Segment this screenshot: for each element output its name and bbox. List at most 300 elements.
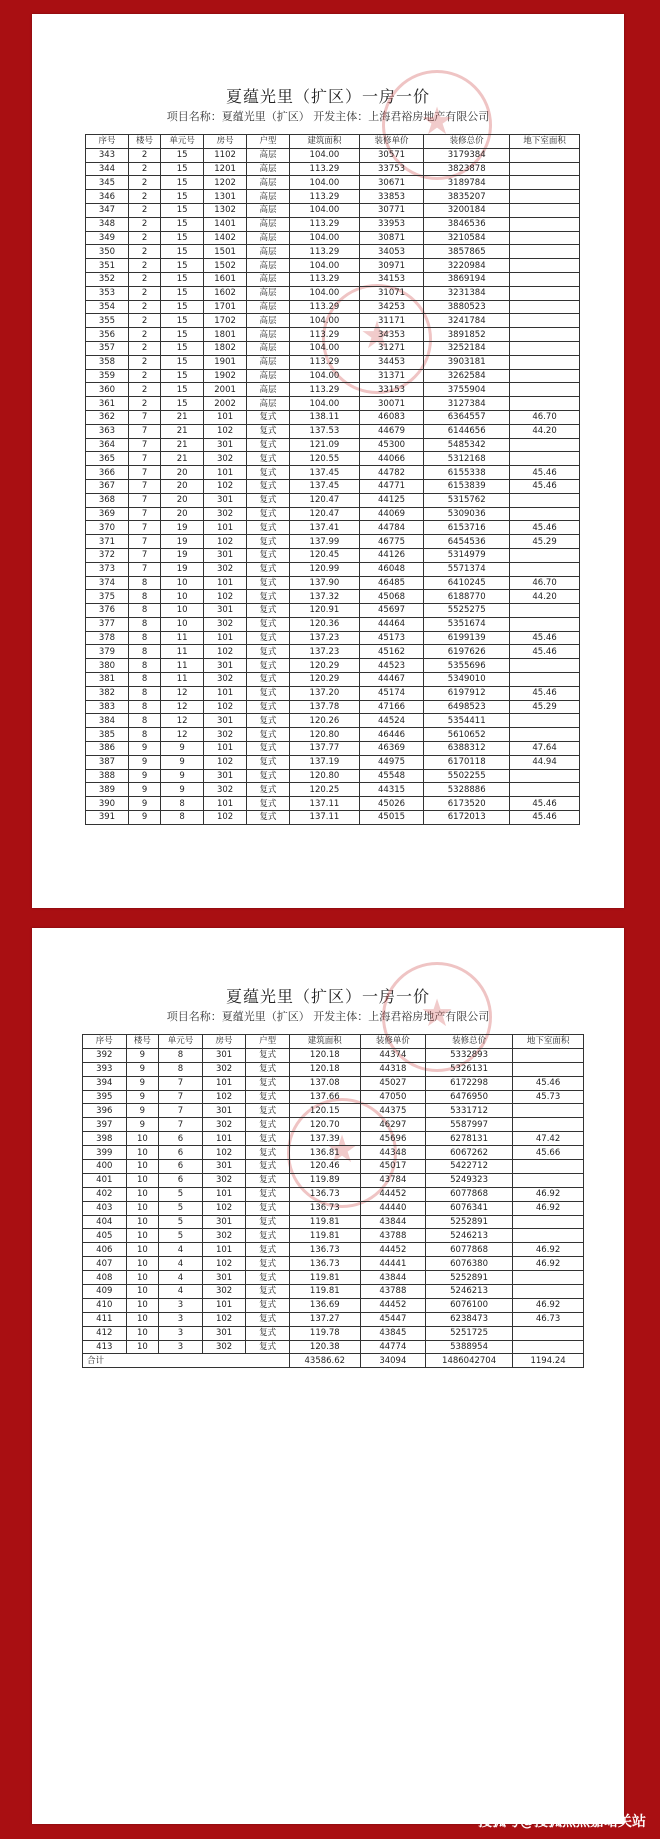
table-cell: 复式 bbox=[246, 1243, 290, 1257]
table-row bbox=[86, 507, 580, 521]
table-cell: 120.38 bbox=[289, 1340, 360, 1354]
table-cell: 7 bbox=[128, 466, 160, 480]
table-row bbox=[86, 148, 580, 162]
table-cell: 102 bbox=[202, 1146, 246, 1160]
table-cell: 347 bbox=[86, 203, 129, 217]
table-row bbox=[83, 1243, 584, 1257]
table-cell: 3823878 bbox=[424, 162, 510, 176]
table-cell: 10 bbox=[126, 1257, 159, 1271]
table-cell: 101 bbox=[204, 797, 247, 811]
table-cell: 3 bbox=[159, 1298, 203, 1312]
table-cell: 381 bbox=[86, 673, 129, 687]
table-row bbox=[83, 1340, 584, 1354]
table-cell: 120.47 bbox=[290, 493, 360, 507]
column-header: 房号 bbox=[202, 1035, 246, 1049]
table-cell: 21 bbox=[161, 452, 204, 466]
table-cell: 6172298 bbox=[426, 1076, 513, 1090]
table-cell: 9 bbox=[128, 783, 160, 797]
table-cell: 复式 bbox=[247, 479, 290, 493]
table-cell: 7 bbox=[128, 548, 160, 562]
table-cell: 120.25 bbox=[290, 783, 360, 797]
table-cell: 45548 bbox=[359, 769, 423, 783]
price-table bbox=[82, 1034, 584, 1368]
table-cell: 301 bbox=[202, 1160, 246, 1174]
table-cell: 46.92 bbox=[513, 1257, 584, 1271]
table-cell: 47.64 bbox=[510, 742, 580, 756]
table-cell: 301 bbox=[204, 604, 247, 618]
column-header: 单元号 bbox=[159, 1035, 203, 1049]
table-cell: 120.47 bbox=[290, 507, 360, 521]
table-cell: 9 bbox=[128, 797, 160, 811]
table-cell: 5349010 bbox=[424, 673, 510, 687]
table-cell: 6155338 bbox=[424, 466, 510, 480]
table-cell bbox=[510, 328, 580, 342]
column-header: 房号 bbox=[204, 135, 247, 149]
table-cell: 363 bbox=[86, 424, 129, 438]
table-row bbox=[86, 355, 580, 369]
table-cell: 2002 bbox=[204, 397, 247, 411]
table-cell: 46.92 bbox=[513, 1201, 584, 1215]
table-cell: 120.15 bbox=[289, 1104, 360, 1118]
table-cell: 136.73 bbox=[289, 1187, 360, 1201]
table-cell: 302 bbox=[202, 1062, 246, 1076]
table-cell bbox=[513, 1160, 584, 1174]
table-cell: 复式 bbox=[246, 1132, 290, 1146]
table-cell bbox=[510, 314, 580, 328]
table-row bbox=[86, 286, 580, 300]
price-sheet-page-2 bbox=[32, 928, 624, 1824]
table-cell: 复式 bbox=[246, 1104, 290, 1118]
table-cell: 101 bbox=[204, 410, 247, 424]
table-cell: 366 bbox=[86, 466, 129, 480]
table-cell: 6153716 bbox=[424, 521, 510, 535]
table-cell: 6364557 bbox=[424, 410, 510, 424]
table-row bbox=[83, 1298, 584, 1312]
table-row bbox=[86, 438, 580, 452]
table-cell bbox=[510, 714, 580, 728]
table-cell: 3891852 bbox=[424, 328, 510, 342]
table-cell: 1501 bbox=[204, 245, 247, 259]
table-cell: 120.55 bbox=[290, 452, 360, 466]
table-cell: 302 bbox=[202, 1285, 246, 1299]
table-cell: 44315 bbox=[359, 783, 423, 797]
table-cell: 301 bbox=[202, 1215, 246, 1229]
table-row bbox=[83, 1312, 584, 1326]
table-row bbox=[86, 203, 580, 217]
table-cell: 44.20 bbox=[510, 424, 580, 438]
table-cell: 45.29 bbox=[510, 535, 580, 549]
column-header: 装修单价 bbox=[359, 135, 423, 149]
table-row bbox=[83, 1229, 584, 1243]
table-cell: 1902 bbox=[204, 369, 247, 383]
table-cell: 高层 bbox=[247, 397, 290, 411]
table-cell: 301 bbox=[204, 548, 247, 562]
table-cell: 357 bbox=[86, 341, 129, 355]
table-cell: 113.29 bbox=[290, 355, 360, 369]
table-cell: 复式 bbox=[247, 438, 290, 452]
table-cell: 137.19 bbox=[290, 755, 360, 769]
table-cell: 45026 bbox=[359, 797, 423, 811]
table-cell: 7 bbox=[128, 479, 160, 493]
table-cell: 46297 bbox=[360, 1118, 425, 1132]
table-cell: 3241784 bbox=[424, 314, 510, 328]
table-cell: 44374 bbox=[360, 1048, 425, 1062]
table-row bbox=[83, 1132, 584, 1146]
table-cell: 301 bbox=[204, 714, 247, 728]
table-cell: 15 bbox=[161, 286, 204, 300]
table-row bbox=[86, 673, 580, 687]
table-row bbox=[86, 231, 580, 245]
table-cell: 387 bbox=[86, 755, 129, 769]
table-cell: 12 bbox=[161, 714, 204, 728]
table-row bbox=[86, 562, 580, 576]
table-cell: 复式 bbox=[246, 1215, 290, 1229]
table-cell: 137.66 bbox=[289, 1090, 360, 1104]
table-cell: 301 bbox=[204, 493, 247, 507]
table-cell: 6498523 bbox=[424, 700, 510, 714]
table-row bbox=[86, 686, 580, 700]
table-cell: 复式 bbox=[247, 424, 290, 438]
table-cell bbox=[510, 190, 580, 204]
table-cell bbox=[510, 272, 580, 286]
table-cell: 104.00 bbox=[290, 314, 360, 328]
table-cell: 45.46 bbox=[510, 479, 580, 493]
table-cell: 复式 bbox=[247, 686, 290, 700]
table-cell: 3231384 bbox=[424, 286, 510, 300]
table-cell: 43788 bbox=[360, 1229, 425, 1243]
table-cell: 376 bbox=[86, 604, 129, 618]
source-watermark: 搜狐号@搜狐焦点嘉峪关站 bbox=[478, 1814, 646, 1830]
table-cell: 102 bbox=[204, 700, 247, 714]
table-cell: 1102 bbox=[204, 148, 247, 162]
table-cell: 5252891 bbox=[426, 1215, 513, 1229]
table-cell: 1202 bbox=[204, 176, 247, 190]
table-cell: 137.11 bbox=[290, 797, 360, 811]
table-cell: 45027 bbox=[360, 1076, 425, 1090]
table-cell: 8 bbox=[128, 576, 160, 590]
table-cell: 8 bbox=[128, 590, 160, 604]
table-cell bbox=[510, 493, 580, 507]
total-cell: 34094 bbox=[360, 1354, 425, 1368]
table-row bbox=[86, 176, 580, 190]
table-cell: 113.29 bbox=[290, 190, 360, 204]
table-cell: 15 bbox=[161, 190, 204, 204]
column-header: 序号 bbox=[86, 135, 129, 149]
table-cell: 2 bbox=[128, 328, 160, 342]
table-cell: 5251725 bbox=[426, 1326, 513, 1340]
table-cell: 复式 bbox=[247, 410, 290, 424]
table-cell: 2 bbox=[128, 355, 160, 369]
table-row bbox=[86, 162, 580, 176]
table-cell: 复式 bbox=[247, 604, 290, 618]
table-cell: 6 bbox=[159, 1146, 203, 1160]
table-cell: 120.36 bbox=[290, 617, 360, 631]
table-row bbox=[83, 1048, 584, 1062]
table-cell bbox=[510, 397, 580, 411]
total-row bbox=[83, 1354, 584, 1368]
table-row bbox=[83, 1257, 584, 1271]
table-cell: 45174 bbox=[359, 686, 423, 700]
table-row bbox=[86, 811, 580, 825]
table-cell: 102 bbox=[202, 1312, 246, 1326]
table-cell: 101 bbox=[202, 1298, 246, 1312]
table-cell: 44066 bbox=[359, 452, 423, 466]
table-cell: 6188770 bbox=[424, 590, 510, 604]
table-cell: 382 bbox=[86, 686, 129, 700]
table-cell: 6454536 bbox=[424, 535, 510, 549]
table-cell: 5326131 bbox=[426, 1062, 513, 1076]
table-cell bbox=[510, 452, 580, 466]
table-cell: 136.69 bbox=[289, 1298, 360, 1312]
table-cell: 复式 bbox=[246, 1076, 290, 1090]
table-row bbox=[86, 314, 580, 328]
table-cell: 8 bbox=[161, 797, 204, 811]
table-cell: 44452 bbox=[360, 1298, 425, 1312]
table-cell: 104.00 bbox=[290, 369, 360, 383]
table-cell: 7 bbox=[128, 521, 160, 535]
table-cell: 44069 bbox=[359, 507, 423, 521]
table-cell: 102 bbox=[204, 811, 247, 825]
table-row bbox=[83, 1118, 584, 1132]
table-row bbox=[86, 797, 580, 811]
table-cell: 367 bbox=[86, 479, 129, 493]
table-cell: 复式 bbox=[246, 1229, 290, 1243]
column-header: 楼号 bbox=[128, 135, 160, 149]
table-cell: 46485 bbox=[359, 576, 423, 590]
table-cell: 8 bbox=[128, 617, 160, 631]
column-header: 地下室面积 bbox=[510, 135, 580, 149]
table-cell: 9 bbox=[161, 769, 204, 783]
table-cell: 352 bbox=[86, 272, 129, 286]
table-cell: 34253 bbox=[359, 300, 423, 314]
table-cell: 复式 bbox=[247, 700, 290, 714]
table-cell: 371 bbox=[86, 535, 129, 549]
table-cell: 44348 bbox=[360, 1146, 425, 1160]
table-cell: 15 bbox=[161, 300, 204, 314]
table-cell: 302 bbox=[202, 1340, 246, 1354]
table-row bbox=[86, 245, 580, 259]
table-row bbox=[83, 1090, 584, 1104]
table-cell: 101 bbox=[204, 521, 247, 535]
table-cell: 30571 bbox=[359, 148, 423, 162]
table-cell: 373 bbox=[86, 562, 129, 576]
table-cell bbox=[510, 203, 580, 217]
table-cell: 2 bbox=[128, 245, 160, 259]
table-row bbox=[83, 1160, 584, 1174]
table-cell: 9 bbox=[126, 1104, 159, 1118]
table-cell: 46775 bbox=[359, 535, 423, 549]
table-cell: 120.29 bbox=[290, 659, 360, 673]
table-cell: 45300 bbox=[359, 438, 423, 452]
table-row bbox=[86, 604, 580, 618]
table-cell: 102 bbox=[204, 535, 247, 549]
table-cell: 119.81 bbox=[289, 1285, 360, 1299]
table-cell: 8 bbox=[128, 604, 160, 618]
table-cell: 8 bbox=[128, 728, 160, 742]
table-cell: 2 bbox=[128, 341, 160, 355]
table-cell: 44440 bbox=[360, 1201, 425, 1215]
table-cell: 31171 bbox=[359, 314, 423, 328]
table-cell: 137.77 bbox=[290, 742, 360, 756]
table-header-row bbox=[86, 135, 580, 149]
table-cell: 复式 bbox=[247, 755, 290, 769]
table-cell: 复式 bbox=[247, 452, 290, 466]
table-cell: 119.89 bbox=[289, 1173, 360, 1187]
table-cell bbox=[510, 728, 580, 742]
table-cell: 复式 bbox=[247, 617, 290, 631]
table-cell bbox=[510, 300, 580, 314]
table-cell bbox=[510, 617, 580, 631]
table-cell: 137.27 bbox=[289, 1312, 360, 1326]
table-cell: 15 bbox=[161, 397, 204, 411]
table-cell: 44523 bbox=[359, 659, 423, 673]
table-cell: 121.09 bbox=[290, 438, 360, 452]
table-cell: 1402 bbox=[204, 231, 247, 245]
table-cell: 8 bbox=[128, 645, 160, 659]
table-cell: 6067262 bbox=[426, 1146, 513, 1160]
table-cell: 15 bbox=[161, 383, 204, 397]
table-cell: 393 bbox=[83, 1062, 127, 1076]
table-cell: 3210584 bbox=[424, 231, 510, 245]
table-cell: 15 bbox=[161, 148, 204, 162]
table-cell: 403 bbox=[83, 1201, 127, 1215]
table-cell: 46048 bbox=[359, 562, 423, 576]
table-cell: 45173 bbox=[359, 631, 423, 645]
table-cell: 349 bbox=[86, 231, 129, 245]
table-cell: 30671 bbox=[359, 176, 423, 190]
table-cell: 10 bbox=[126, 1340, 159, 1354]
table-cell: 358 bbox=[86, 355, 129, 369]
table-cell: 6197912 bbox=[424, 686, 510, 700]
table-cell: 高层 bbox=[247, 286, 290, 300]
table-cell: 3846536 bbox=[424, 217, 510, 231]
table-cell: 45.46 bbox=[510, 811, 580, 825]
table-cell: 412 bbox=[83, 1326, 127, 1340]
table-row bbox=[86, 714, 580, 728]
table-cell: 120.18 bbox=[289, 1062, 360, 1076]
table-cell: 1401 bbox=[204, 217, 247, 231]
table-cell: 137.45 bbox=[290, 466, 360, 480]
table-cell: 362 bbox=[86, 410, 129, 424]
table-cell: 46446 bbox=[359, 728, 423, 742]
table-cell: 6410245 bbox=[424, 576, 510, 590]
table-cell: 136.73 bbox=[289, 1257, 360, 1271]
table-cell: 45.46 bbox=[510, 686, 580, 700]
table-cell: 12 bbox=[161, 728, 204, 742]
table-cell: 113.29 bbox=[290, 328, 360, 342]
table-cell: 2 bbox=[128, 272, 160, 286]
table-cell: 104.00 bbox=[290, 176, 360, 190]
table-cell: 2 bbox=[128, 369, 160, 383]
table-cell: 3869194 bbox=[424, 272, 510, 286]
table-cell: 372 bbox=[86, 548, 129, 562]
table-cell: 5571374 bbox=[424, 562, 510, 576]
table-cell: 101 bbox=[204, 742, 247, 756]
table-cell: 15 bbox=[161, 259, 204, 273]
table-cell: 复式 bbox=[247, 507, 290, 521]
table-cell: 301 bbox=[202, 1271, 246, 1285]
table-cell: 374 bbox=[86, 576, 129, 590]
table-cell: 5328886 bbox=[424, 783, 510, 797]
table-row bbox=[86, 700, 580, 714]
table-cell: 364 bbox=[86, 438, 129, 452]
table-cell: 5388954 bbox=[426, 1340, 513, 1354]
table-cell: 复式 bbox=[246, 1118, 290, 1132]
table-cell: 45015 bbox=[359, 811, 423, 825]
table-cell: 102 bbox=[204, 479, 247, 493]
table-cell: 137.45 bbox=[290, 479, 360, 493]
table-cell: 5502255 bbox=[424, 769, 510, 783]
table-cell bbox=[510, 162, 580, 176]
table-cell: 9 bbox=[161, 755, 204, 769]
table-cell: 104.00 bbox=[290, 397, 360, 411]
table-cell: 20 bbox=[161, 479, 204, 493]
table-cell: 10 bbox=[161, 617, 204, 631]
table-row bbox=[83, 1173, 584, 1187]
table-cell: 120.45 bbox=[290, 548, 360, 562]
table-cell: 复式 bbox=[247, 631, 290, 645]
table-cell: 复式 bbox=[247, 659, 290, 673]
table-cell: 19 bbox=[161, 535, 204, 549]
table-cell bbox=[510, 259, 580, 273]
table-cell bbox=[510, 783, 580, 797]
table-cell: 4 bbox=[159, 1285, 203, 1299]
table-cell: 8 bbox=[128, 714, 160, 728]
table-cell: 411 bbox=[83, 1312, 127, 1326]
table-cell: 3189784 bbox=[424, 176, 510, 190]
table-cell: 101 bbox=[202, 1243, 246, 1257]
table-cell: 302 bbox=[204, 783, 247, 797]
table-cell: 44318 bbox=[360, 1062, 425, 1076]
table-cell: 8 bbox=[128, 673, 160, 687]
table-cell: 120.80 bbox=[290, 728, 360, 742]
table-cell: 361 bbox=[86, 397, 129, 411]
table-cell: 404 bbox=[83, 1215, 127, 1229]
table-cell: 7 bbox=[128, 410, 160, 424]
table-cell: 101 bbox=[204, 576, 247, 590]
table-cell: 复式 bbox=[247, 742, 290, 756]
table-cell: 104.00 bbox=[290, 148, 360, 162]
table-cell: 30071 bbox=[359, 397, 423, 411]
table-cell: 301 bbox=[202, 1104, 246, 1118]
table-cell: 2 bbox=[128, 259, 160, 273]
table-cell: 6076380 bbox=[426, 1257, 513, 1271]
table-cell: 102 bbox=[202, 1257, 246, 1271]
table-cell: 113.29 bbox=[290, 217, 360, 231]
table-cell: 高层 bbox=[247, 203, 290, 217]
table-cell: 9 bbox=[128, 755, 160, 769]
document-subtitle: 项目名称：夏蕴光里（扩区） 开发主体：上海君裕房地产有限公司 bbox=[166, 1010, 490, 1023]
table-cell: 3262584 bbox=[424, 369, 510, 383]
table-cell: 45697 bbox=[359, 604, 423, 618]
table-cell: 45.46 bbox=[510, 521, 580, 535]
table-row bbox=[86, 190, 580, 204]
table-cell: 8 bbox=[159, 1048, 203, 1062]
table-cell: 1302 bbox=[204, 203, 247, 217]
table-cell: 15 bbox=[161, 328, 204, 342]
table-cell: 398 bbox=[83, 1132, 127, 1146]
table-cell: 138.11 bbox=[290, 410, 360, 424]
table-cell: 7 bbox=[128, 438, 160, 452]
table-cell: 复式 bbox=[247, 728, 290, 742]
table-row bbox=[86, 576, 580, 590]
table-cell: 31371 bbox=[359, 369, 423, 383]
table-row bbox=[86, 259, 580, 273]
table-cell bbox=[513, 1215, 584, 1229]
table-cell: 46.92 bbox=[513, 1298, 584, 1312]
table-row bbox=[86, 493, 580, 507]
price-table bbox=[85, 134, 580, 825]
